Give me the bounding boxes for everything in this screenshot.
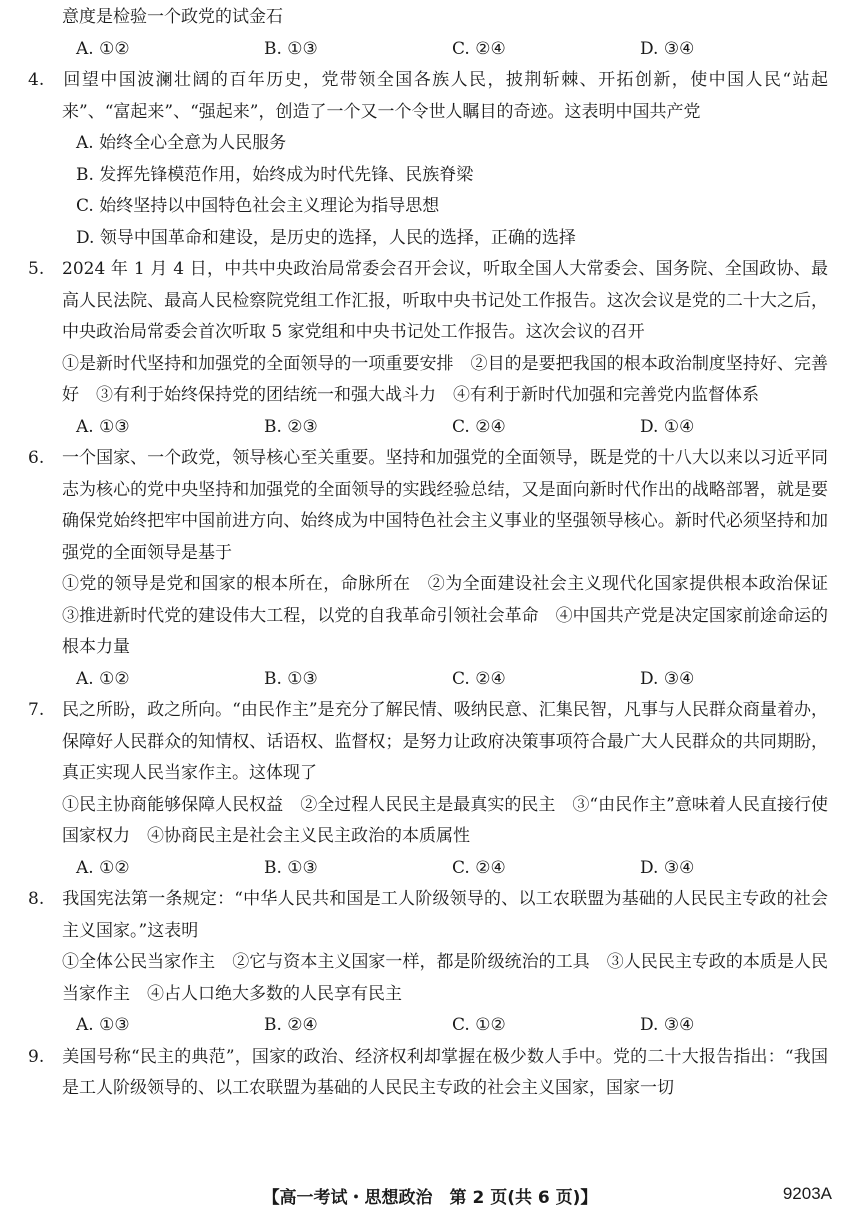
question-content	[28, 2, 845, 1105]
q7-number: 7.	[28, 700, 45, 720]
q4-option-d: D. 领导中国革命和建设，是历史的选择，人民的选择，正确的选择	[76, 227, 576, 248]
option-b: B. ②③	[264, 416, 318, 437]
option-c: C. ②④	[452, 668, 506, 689]
q9-number: 9.	[28, 1046, 45, 1067]
option-d: D. ③④	[640, 668, 695, 689]
q4-stem	[28, 65, 828, 128]
q3-options	[28, 34, 828, 66]
option-b: B. ②④	[264, 1015, 318, 1035]
option-c: C. ②④	[452, 857, 506, 878]
option-d: D. ③④	[640, 38, 695, 59]
q4-number: 4.	[28, 70, 45, 90]
q7-options	[28, 853, 828, 885]
option-c: C. ②④	[452, 416, 506, 437]
q4-option-c: C. 始终坚持以中国特色社会主义理论为指导思想	[76, 196, 440, 216]
continued-statement: 意度是检验一个政党的试金石	[62, 7, 283, 27]
option-a: A. ①③	[76, 416, 130, 437]
q5-number: 5.	[28, 259, 45, 279]
page-footer: 【高一考试・思想政治 第 2 页(共 6 页)】	[262, 1188, 598, 1208]
q7-stem	[28, 695, 828, 790]
q4-stem-text: 回望中国波澜壮阔的百年历史，党带领全国各族人民，披荆斩棘、开拓创新，使中国人民“站起来”、“富起来”、“强起来”，创造了一个又一个令世人瞩目的奇迹。这表明中国共产党	[62, 70, 828, 122]
q8-stem	[28, 884, 828, 947]
q8-options	[28, 1010, 828, 1042]
q5-statements: ①是新时代坚持和加强党的全面领导的一项重要安排 ②目的是要把我国的根本政治制度坚持好、完善好 ③有利于始终保持党的团结统一和强大战斗力 ④有利于新时代加强和完善党内监督体系	[62, 353, 828, 405]
option-d: D. ①④	[640, 416, 695, 437]
option-a: A. ①③	[76, 1015, 130, 1035]
q6-stem-text: 一个国家、一个政党，领导核心至关重要。坚持和加强党的全面领导，既是党的十八大以来以习近平同志为核心的党中央坚持和加强党的全面领导的实践经验总结，又是面向新时代作出的战略部署，就是要确保党始终把牢中国前进方向、始终成为中国特色社会主义事业的坚强领导核心。新时代必须坚持和加强党的全面领导是基于	[62, 448, 828, 563]
option-d: D. ③④	[640, 1015, 695, 1035]
exam-code: 9203A	[782, 1184, 832, 1203]
q9-stem	[28, 1042, 828, 1105]
q6-stem	[28, 443, 828, 569]
q8-stem-text: 我国宪法第一条规定：“中华人民共和国是工人阶级领导的、以工农联盟为基础的人民民主专政的社会主义国家。”这表明	[62, 889, 828, 941]
option-b: B. ①③	[264, 668, 318, 689]
q7-statements: ①民主协商能够保障人民权益 ②全过程人民民主是最真实的民主 ③“由民作主”意味着人民直接行使国家权力 ④协商民主是社会主义民主政治的本质属性	[62, 794, 828, 846]
q6-options	[28, 664, 828, 696]
option-a: A. ①②	[76, 38, 130, 59]
q8-number: 8.	[28, 889, 45, 909]
option-d: D. ③④	[640, 857, 695, 878]
q6-number: 6.	[28, 448, 45, 468]
q5-stem	[28, 254, 828, 349]
option-b: B. ①③	[264, 38, 318, 59]
q6-statements: ①党的领导是党和国家的根本所在，命脉所在 ②为全面建设社会主义现代化国家提供根本政治保证 ③推进新时代党的建设伟大工程，以党的自我革命引领社会革命 ④中国共产党是决定国家前途命运的根本力量	[62, 574, 845, 657]
option-b: B. ①③	[264, 857, 318, 878]
option-c: C. ②④	[452, 38, 506, 59]
option-a: A. ①②	[76, 668, 130, 689]
q8-statements: ①全体公民当家作主 ②它与资本主义国家一样，都是阶级统治的工具 ③人民民主专政的本质是人民当家作主 ④占人口绝大多数的人民享有民主	[62, 952, 828, 1004]
q5-options	[28, 412, 828, 444]
q4-option-b: B. 发挥先锋模范作用，始终成为时代先锋、民族脊梁	[76, 164, 474, 185]
q9-stem-text: 美国号称“民主的典范”，国家的政治、经济权利却掌握在极少数人手中。党的二十大报告指出：“我国是工人阶级领导的、以工农联盟为基础的人民民主专政的社会主义国家，国家一切	[62, 1046, 828, 1098]
q7-stem-text: 民之所盼，政之所向。“由民作主”是充分了解民情、吸纳民意、汇集民智，凡事与人民群众商量着办，保障好人民群众的知情权、话语权、监督权；是努力让政府决策事项符合最广大人民群众的共同期盼，真正实现人民当家作主。这体现了	[62, 700, 828, 783]
q4-option-a: A. 始终全心全意为人民服务	[76, 133, 287, 153]
option-a: A. ①②	[76, 857, 130, 878]
q5-stem-text: 2024 年 1 月 4 日，中共中央政治局常委会召开会议，听取全国人大常委会、国务院、全国政协、最高人民法院、最高人民检察院党组工作汇报，听取中央书记处工作报告。这次会议是党的二十大之后，中央政治局常委会首次听取 5 家党组和中央书记处工作报告。这次会议的召开	[62, 259, 828, 342]
option-c: C. ①②	[452, 1015, 506, 1035]
